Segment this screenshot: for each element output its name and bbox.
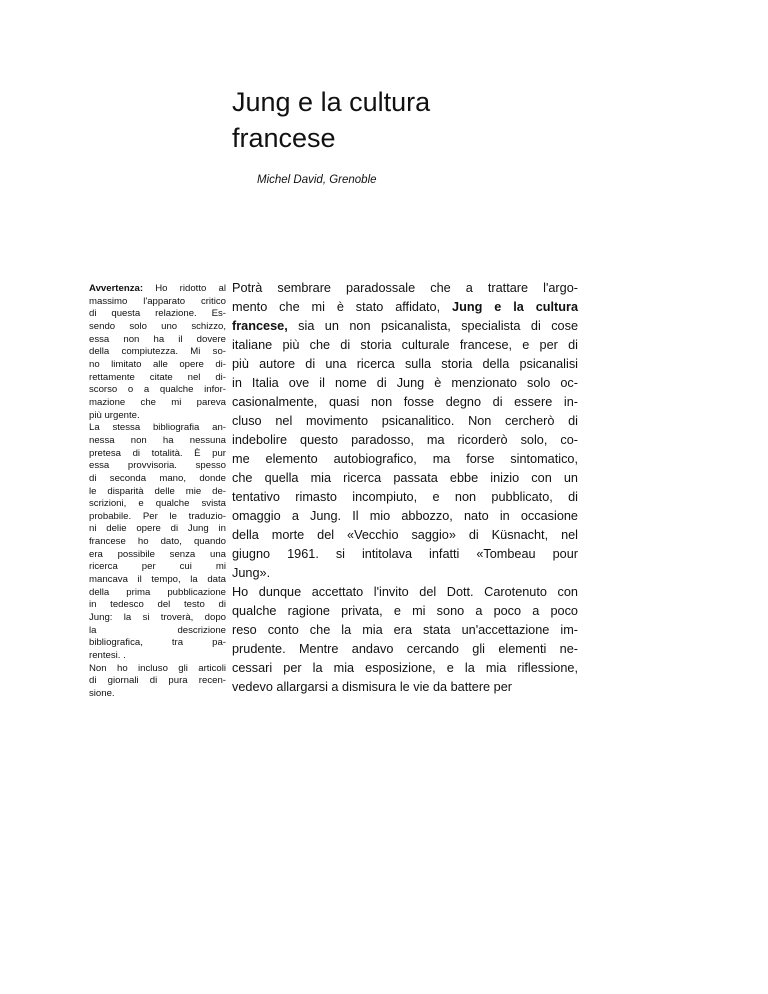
sidenote-line: Avvertenza: Ho ridotto al bbox=[89, 283, 226, 294]
sidenote-line: ricerca per cui mi bbox=[89, 561, 226, 573]
sidenote-line: rentesi. . bbox=[89, 650, 126, 662]
sidenote-line: più urgente. bbox=[89, 409, 140, 421]
sidenote-line: Non ho incluso gli articoli bbox=[89, 662, 226, 674]
sidenote-line: della compiutezza. Mi so- bbox=[89, 346, 226, 358]
body-line: Ho dunque accettato l'invito del Dott. Carotenuto con bbox=[232, 585, 578, 599]
sidenote-avvertenza bbox=[89, 283, 226, 701]
body-line: cessari per la mia esposizione, e la mia riflessione, bbox=[232, 661, 578, 675]
body-line: indebolire questo paradosso, ma ricorderò solo, co- bbox=[232, 433, 578, 447]
body-line: vedevo allargarsi a dismisura le vie da battere per bbox=[232, 680, 512, 694]
sidenote-line: mancava il tempo, la data bbox=[89, 574, 226, 586]
body-line: che quella mia ricerca passata ebbe inizio con un bbox=[232, 471, 578, 485]
body-line: omaggio a Jung. Il mio abbozzo, nato in occasione bbox=[232, 509, 578, 523]
body-emphasis: francese, bbox=[232, 319, 288, 333]
sidenote-line: massimo l'apparato critico bbox=[89, 295, 226, 307]
title-line-1: Jung e la cultura bbox=[232, 87, 431, 117]
sidenote-line: scorso o a qualche infor- bbox=[89, 384, 226, 396]
sidenote-line: le disparità delle mie de- bbox=[89, 485, 226, 497]
sidenote-line: scrizioni, e qualche svista bbox=[89, 498, 226, 510]
body-line: reso conto che la mia era stata un'accettazione im- bbox=[232, 623, 578, 637]
sidenote-line: no limitato alle opere di- bbox=[89, 358, 226, 370]
sidenote-line: sendo solo uno schizzo, bbox=[89, 320, 226, 332]
sidenote-line: rettamente citate nel di- bbox=[89, 371, 226, 383]
sidenote-line: sione. bbox=[89, 688, 115, 699]
body-line: Potrà sembrare paradossale che a trattare l'argo- bbox=[232, 281, 578, 295]
body-line: francese, sia un non psicanalista, specialista di cose bbox=[232, 319, 578, 333]
body-line: qualche ragione privata, e mi sono a poco a poco bbox=[232, 604, 578, 618]
sidenote-line: di giornali di pura recen- bbox=[89, 675, 226, 687]
sidenote-line: era possibile senza una bbox=[89, 548, 226, 560]
body-line: me elemento autobiografico, ma forse sintomatico, bbox=[232, 452, 578, 466]
body-line: della morte del «Vecchio saggio» di Küsnacht, nel bbox=[232, 528, 578, 542]
body-line: più autore di una ricerca sulla storia della psicanalisi bbox=[232, 357, 578, 371]
body-line: cluso nel movimento psicanalitico. Non cercherò di bbox=[232, 414, 578, 428]
sidenote-line: ni delie opere di Jung in bbox=[89, 523, 226, 535]
sidenote-line: bibliografica, tra pa- bbox=[89, 637, 226, 649]
body-line: mento che mi è stato affidato, Jung e la cultura bbox=[232, 300, 578, 314]
sidenote-line: di seconda mano, donde bbox=[89, 472, 226, 484]
title-line-2: francese bbox=[232, 123, 336, 153]
sidenote-line: La stessa bibliografia an- bbox=[89, 422, 226, 434]
body-line: prudente. Mentre andavo cercando gli elementi ne- bbox=[232, 642, 578, 656]
sidenote-line: Jung: la si troverà, dopo bbox=[89, 612, 226, 624]
article-author: Michel David, Grenoble bbox=[257, 174, 377, 186]
sidenote-line: essa non ha il dovere bbox=[89, 333, 226, 345]
body-line: in Italia ove il nome di Jung è menzionato solo oc- bbox=[232, 376, 578, 390]
sidenote-line: pretesa di totalità. È pur bbox=[89, 447, 226, 459]
body-line: Jung». bbox=[232, 566, 271, 580]
sidenote-label: Avvertenza: bbox=[89, 283, 144, 294]
body-line: tentativo rimasto incompiuto, e non pubblicato, di bbox=[232, 490, 578, 504]
sidenote-line: in tedesco del testo di bbox=[89, 599, 226, 611]
sidenote-line: essa provvisoria. spesso bbox=[89, 460, 226, 472]
article-title bbox=[232, 84, 572, 156]
body-line: giugno 1961. si intitolava infatti «Tombeau pour bbox=[232, 547, 578, 561]
sidenote-line: nessa non ha nessuna bbox=[89, 434, 226, 446]
sidenote-line: di questa relazione. Es- bbox=[89, 308, 226, 320]
sidenote-line: la descrizione bbox=[89, 624, 226, 636]
sidenote-line: francese ho dato, quando bbox=[89, 536, 226, 548]
body-text bbox=[232, 279, 578, 697]
sidenote-line: della prima pubblicazione bbox=[89, 586, 226, 598]
body-emphasis: Jung e la cultura bbox=[452, 300, 578, 314]
body-line: casionalmente, quasi non fosse degno di essere in- bbox=[232, 395, 578, 409]
sidenote-line: probabile. Per le traduzio- bbox=[89, 510, 226, 522]
body-line: italiane più che di storia culturale francese, e per di bbox=[232, 338, 578, 352]
sidenote-line: mazione che mi pareva bbox=[89, 396, 226, 408]
